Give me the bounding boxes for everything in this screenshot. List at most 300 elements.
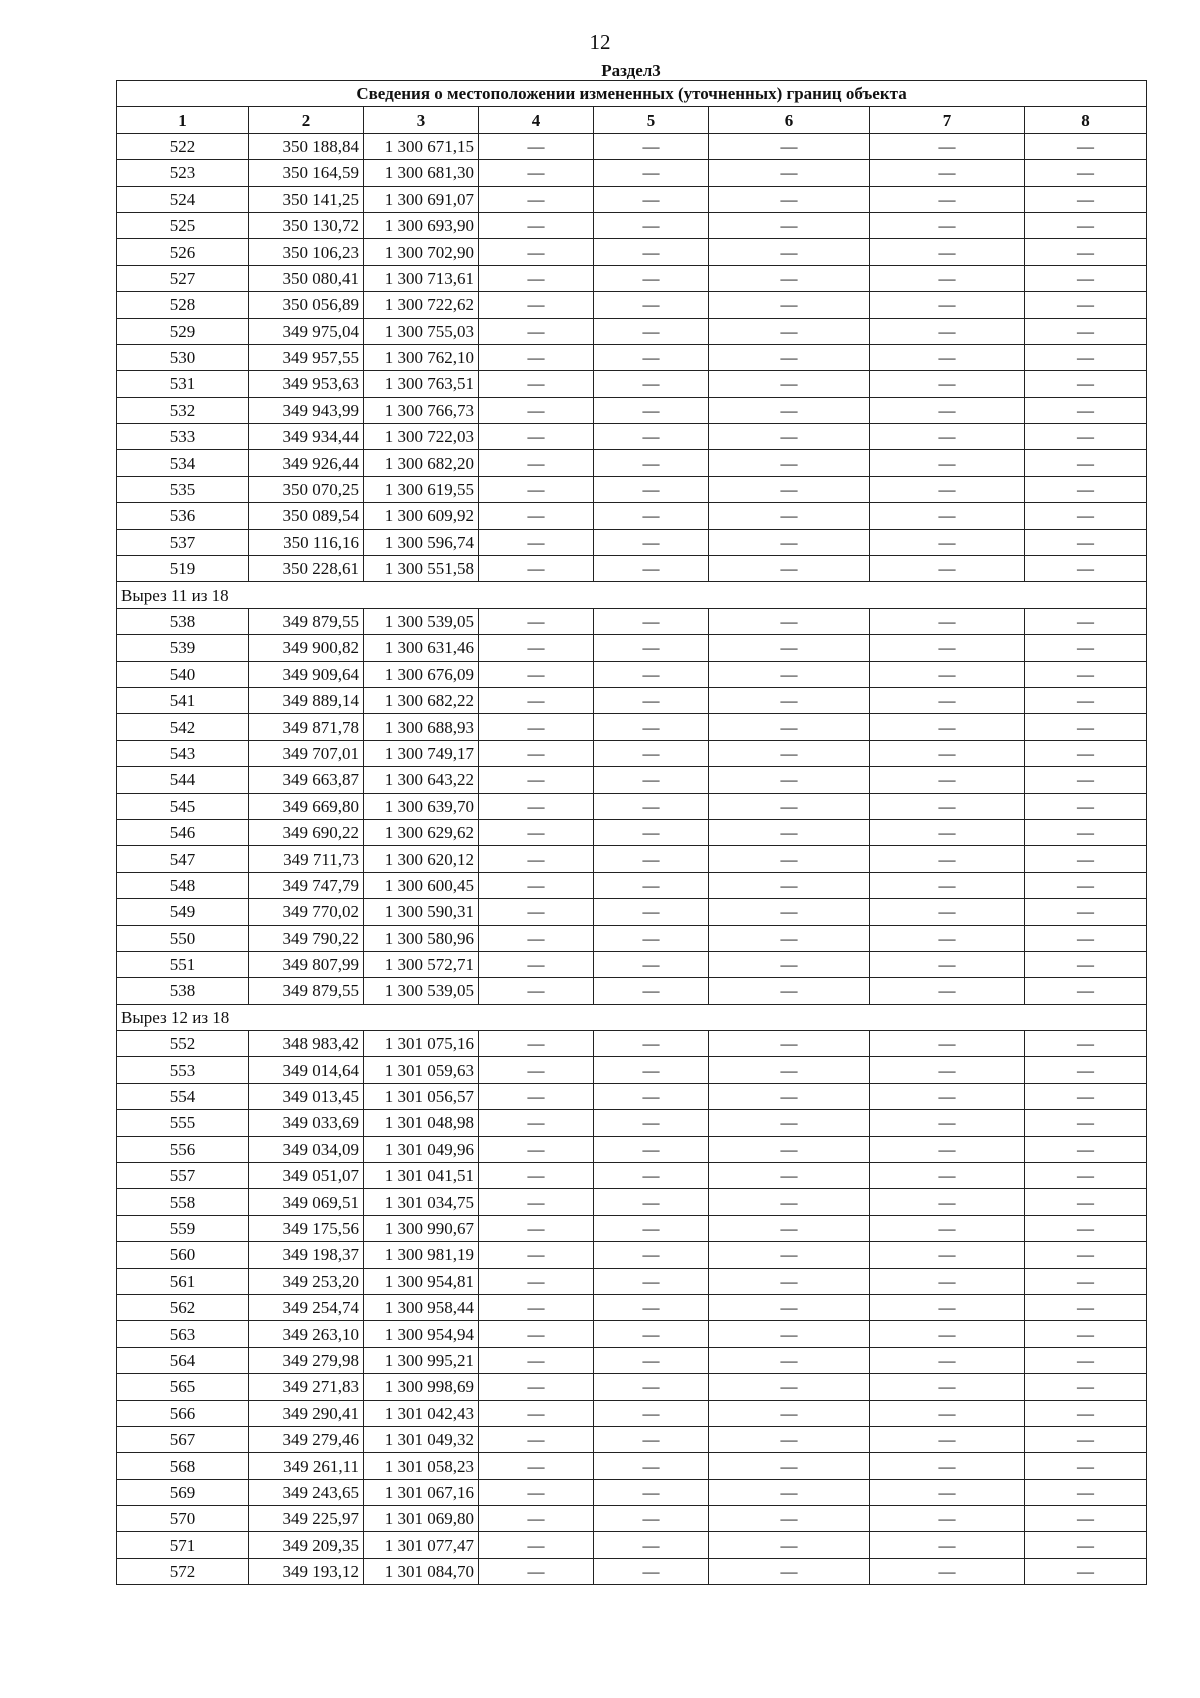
table-row	[117, 1374, 1147, 1400]
point-number-cell: 568	[117, 1453, 249, 1479]
empty-value-dash: —	[1025, 819, 1147, 845]
empty-value-dash: —	[709, 1506, 870, 1532]
empty-value-dash: —	[1025, 661, 1147, 687]
empty-value-dash: —	[709, 1136, 870, 1162]
column-header-row	[117, 107, 1147, 133]
empty-value-dash: —	[709, 160, 870, 186]
y-coordinate-cell: 1 300 629,62	[364, 819, 479, 845]
empty-value-dash: —	[870, 1532, 1025, 1558]
empty-value-dash: —	[594, 265, 709, 291]
table-row	[117, 925, 1147, 951]
empty-value-dash: —	[870, 1506, 1025, 1532]
y-coordinate-cell: 1 300 954,81	[364, 1268, 479, 1294]
empty-value-dash: —	[870, 450, 1025, 476]
empty-value-dash: —	[709, 186, 870, 212]
empty-value-dash: —	[479, 1057, 594, 1083]
table-row	[117, 1110, 1147, 1136]
empty-value-dash: —	[1025, 186, 1147, 212]
y-coordinate-cell: 1 301 077,47	[364, 1532, 479, 1558]
y-coordinate-cell: 1 300 766,73	[364, 397, 479, 423]
empty-value-dash: —	[594, 608, 709, 634]
empty-value-dash: —	[870, 1163, 1025, 1189]
empty-value-dash: —	[479, 212, 594, 238]
empty-value-dash: —	[709, 1242, 870, 1268]
empty-value-dash: —	[1025, 1321, 1147, 1347]
empty-value-dash: —	[1025, 1031, 1147, 1057]
x-coordinate-cell: 349 770,02	[249, 899, 364, 925]
empty-value-dash: —	[594, 1347, 709, 1373]
table-row	[117, 872, 1147, 898]
x-coordinate-cell: 349 957,55	[249, 344, 364, 370]
empty-value-dash: —	[870, 503, 1025, 529]
empty-value-dash: —	[709, 661, 870, 687]
x-coordinate-cell: 349 747,79	[249, 872, 364, 898]
column-header: 5	[594, 107, 709, 133]
empty-value-dash: —	[709, 608, 870, 634]
empty-value-dash: —	[709, 1426, 870, 1452]
empty-value-dash: —	[1025, 292, 1147, 318]
empty-value-dash: —	[479, 476, 594, 502]
empty-value-dash: —	[479, 925, 594, 951]
table-body	[117, 133, 1147, 1584]
empty-value-dash: —	[1025, 1136, 1147, 1162]
x-coordinate-cell: 349 253,20	[249, 1268, 364, 1294]
y-coordinate-cell: 1 301 049,32	[364, 1426, 479, 1452]
y-coordinate-cell: 1 300 596,74	[364, 529, 479, 555]
empty-value-dash: —	[709, 899, 870, 925]
empty-value-dash: —	[870, 529, 1025, 555]
y-coordinate-cell: 1 300 682,22	[364, 687, 479, 713]
empty-value-dash: —	[870, 318, 1025, 344]
empty-value-dash: —	[479, 265, 594, 291]
empty-value-dash: —	[709, 1110, 870, 1136]
table-row	[117, 1426, 1147, 1452]
empty-value-dash: —	[1025, 951, 1147, 977]
empty-value-dash: —	[479, 133, 594, 159]
empty-value-dash: —	[870, 292, 1025, 318]
point-number-cell: 529	[117, 318, 249, 344]
empty-value-dash: —	[479, 608, 594, 634]
empty-value-dash: —	[870, 1374, 1025, 1400]
empty-value-dash: —	[1025, 503, 1147, 529]
empty-value-dash: —	[709, 714, 870, 740]
empty-value-dash: —	[594, 1321, 709, 1347]
point-number-cell: 538	[117, 608, 249, 634]
table-row	[117, 1532, 1147, 1558]
x-coordinate-cell: 349 871,78	[249, 714, 364, 740]
point-number-cell: 566	[117, 1400, 249, 1426]
empty-value-dash: —	[594, 503, 709, 529]
x-coordinate-cell: 350 070,25	[249, 476, 364, 502]
empty-value-dash: —	[870, 186, 1025, 212]
empty-value-dash: —	[479, 1347, 594, 1373]
empty-value-dash: —	[594, 371, 709, 397]
empty-value-dash: —	[594, 1110, 709, 1136]
table-row	[117, 344, 1147, 370]
point-number-cell: 537	[117, 529, 249, 555]
empty-value-dash: —	[1025, 1506, 1147, 1532]
empty-value-dash: —	[709, 740, 870, 766]
table-row	[117, 661, 1147, 687]
empty-value-dash: —	[709, 846, 870, 872]
point-number-cell: 538	[117, 978, 249, 1004]
y-coordinate-cell: 1 300 998,69	[364, 1374, 479, 1400]
empty-value-dash: —	[594, 397, 709, 423]
empty-value-dash: —	[479, 740, 594, 766]
point-number-cell: 523	[117, 160, 249, 186]
column-header: 7	[870, 107, 1025, 133]
empty-value-dash: —	[1025, 872, 1147, 898]
empty-value-dash: —	[709, 239, 870, 265]
empty-value-dash: —	[479, 371, 594, 397]
empty-value-dash: —	[870, 819, 1025, 845]
empty-value-dash: —	[479, 1558, 594, 1584]
empty-value-dash: —	[479, 1400, 594, 1426]
y-coordinate-cell: 1 300 688,93	[364, 714, 479, 740]
empty-value-dash: —	[479, 978, 594, 1004]
empty-value-dash: —	[1025, 1057, 1147, 1083]
empty-value-dash: —	[479, 450, 594, 476]
empty-value-dash: —	[594, 846, 709, 872]
empty-value-dash: —	[709, 212, 870, 238]
empty-value-dash: —	[594, 1400, 709, 1426]
empty-value-dash: —	[709, 687, 870, 713]
point-number-cell: 540	[117, 661, 249, 687]
group-heading: Вырез 11 из 18	[117, 582, 1147, 608]
point-number-cell: 533	[117, 424, 249, 450]
empty-value-dash: —	[709, 265, 870, 291]
empty-value-dash: —	[870, 133, 1025, 159]
empty-value-dash: —	[594, 1294, 709, 1320]
empty-value-dash: —	[709, 1294, 870, 1320]
empty-value-dash: —	[1025, 714, 1147, 740]
x-coordinate-cell: 349 175,56	[249, 1215, 364, 1241]
table-row	[117, 951, 1147, 977]
empty-value-dash: —	[709, 1558, 870, 1584]
empty-value-dash: —	[479, 556, 594, 582]
y-coordinate-cell: 1 300 981,19	[364, 1242, 479, 1268]
table-row	[117, 318, 1147, 344]
empty-value-dash: —	[870, 1083, 1025, 1109]
empty-value-dash: —	[1025, 133, 1147, 159]
empty-value-dash: —	[709, 1163, 870, 1189]
y-coordinate-cell: 1 301 048,98	[364, 1110, 479, 1136]
x-coordinate-cell: 349 271,83	[249, 1374, 364, 1400]
y-coordinate-cell: 1 301 059,63	[364, 1057, 479, 1083]
empty-value-dash: —	[870, 1268, 1025, 1294]
empty-value-dash: —	[1025, 529, 1147, 555]
empty-value-dash: —	[594, 978, 709, 1004]
x-coordinate-cell: 350 089,54	[249, 503, 364, 529]
empty-value-dash: —	[479, 1321, 594, 1347]
table-row	[117, 1294, 1147, 1320]
document-sheet	[116, 62, 1146, 1585]
table-row	[117, 714, 1147, 740]
table-row	[117, 1031, 1147, 1057]
empty-value-dash: —	[1025, 978, 1147, 1004]
empty-value-dash: —	[870, 265, 1025, 291]
table-row	[117, 846, 1147, 872]
empty-value-dash: —	[709, 1374, 870, 1400]
y-coordinate-cell: 1 300 551,58	[364, 556, 479, 582]
x-coordinate-cell: 349 879,55	[249, 978, 364, 1004]
table-row	[117, 265, 1147, 291]
x-coordinate-cell: 349 263,10	[249, 1321, 364, 1347]
empty-value-dash: —	[479, 661, 594, 687]
x-coordinate-cell: 349 790,22	[249, 925, 364, 951]
y-coordinate-cell: 1 300 572,71	[364, 951, 479, 977]
x-coordinate-cell: 349 926,44	[249, 450, 364, 476]
empty-value-dash: —	[1025, 1532, 1147, 1558]
x-coordinate-cell: 350 080,41	[249, 265, 364, 291]
x-coordinate-cell: 349 033,69	[249, 1110, 364, 1136]
empty-value-dash: —	[870, 608, 1025, 634]
empty-value-dash: —	[870, 1479, 1025, 1505]
empty-value-dash: —	[1025, 1347, 1147, 1373]
y-coordinate-cell: 1 301 049,96	[364, 1136, 479, 1162]
point-number-cell: 560	[117, 1242, 249, 1268]
empty-value-dash: —	[870, 872, 1025, 898]
empty-value-dash: —	[709, 503, 870, 529]
table-row	[117, 133, 1147, 159]
empty-value-dash: —	[594, 1031, 709, 1057]
table-row	[117, 1321, 1147, 1347]
empty-value-dash: —	[479, 1532, 594, 1558]
empty-value-dash: —	[594, 529, 709, 555]
point-number-cell: 561	[117, 1268, 249, 1294]
empty-value-dash: —	[870, 978, 1025, 1004]
empty-value-dash: —	[1025, 371, 1147, 397]
y-coordinate-cell: 1 300 691,07	[364, 186, 479, 212]
empty-value-dash: —	[870, 1136, 1025, 1162]
x-coordinate-cell: 349 279,46	[249, 1426, 364, 1452]
empty-value-dash: —	[479, 1426, 594, 1452]
table-row	[117, 1215, 1147, 1241]
empty-value-dash: —	[479, 1136, 594, 1162]
empty-value-dash: —	[479, 1268, 594, 1294]
empty-value-dash: —	[709, 1057, 870, 1083]
empty-value-dash: —	[1025, 556, 1147, 582]
empty-value-dash: —	[1025, 160, 1147, 186]
y-coordinate-cell: 1 300 682,20	[364, 450, 479, 476]
empty-value-dash: —	[1025, 1426, 1147, 1452]
empty-value-dash: —	[479, 186, 594, 212]
x-coordinate-cell: 349 254,74	[249, 1294, 364, 1320]
empty-value-dash: —	[1025, 397, 1147, 423]
x-coordinate-cell: 349 209,35	[249, 1532, 364, 1558]
table-row	[117, 1347, 1147, 1373]
y-coordinate-cell: 1 300 722,62	[364, 292, 479, 318]
empty-value-dash: —	[709, 925, 870, 951]
empty-value-dash: —	[709, 1268, 870, 1294]
empty-value-dash: —	[479, 793, 594, 819]
table-row	[117, 239, 1147, 265]
empty-value-dash: —	[594, 292, 709, 318]
empty-value-dash: —	[1025, 1558, 1147, 1584]
point-number-cell: 544	[117, 767, 249, 793]
empty-value-dash: —	[594, 635, 709, 661]
empty-value-dash: —	[1025, 687, 1147, 713]
point-number-cell: 551	[117, 951, 249, 977]
x-coordinate-cell: 350 106,23	[249, 239, 364, 265]
y-coordinate-cell: 1 300 693,90	[364, 212, 479, 238]
empty-value-dash: —	[1025, 846, 1147, 872]
point-number-cell: 557	[117, 1163, 249, 1189]
table-row	[117, 767, 1147, 793]
x-coordinate-cell: 349 889,14	[249, 687, 364, 713]
y-coordinate-cell: 1 300 631,46	[364, 635, 479, 661]
point-number-cell: 546	[117, 819, 249, 845]
table-row	[117, 1506, 1147, 1532]
y-coordinate-cell: 1 301 034,75	[364, 1189, 479, 1215]
y-coordinate-cell: 1 300 671,15	[364, 133, 479, 159]
x-coordinate-cell: 348 983,42	[249, 1031, 364, 1057]
table-row	[117, 1268, 1147, 1294]
y-coordinate-cell: 1 301 084,70	[364, 1558, 479, 1584]
empty-value-dash: —	[1025, 767, 1147, 793]
table-row	[117, 1558, 1147, 1584]
empty-value-dash: —	[1025, 212, 1147, 238]
point-number-cell: 565	[117, 1374, 249, 1400]
y-coordinate-cell: 1 301 069,80	[364, 1506, 479, 1532]
empty-value-dash: —	[594, 556, 709, 582]
empty-value-dash: —	[870, 925, 1025, 951]
empty-value-dash: —	[709, 371, 870, 397]
empty-value-dash: —	[709, 1321, 870, 1347]
empty-value-dash: —	[479, 1163, 594, 1189]
y-coordinate-cell: 1 300 958,44	[364, 1294, 479, 1320]
empty-value-dash: —	[1025, 424, 1147, 450]
empty-value-dash: —	[594, 344, 709, 370]
coordinates-table	[116, 80, 1147, 1585]
empty-value-dash: —	[870, 1242, 1025, 1268]
x-coordinate-cell: 350 116,16	[249, 529, 364, 555]
point-number-cell: 554	[117, 1083, 249, 1109]
empty-value-dash: —	[870, 1558, 1025, 1584]
point-number-cell: 519	[117, 556, 249, 582]
table-row	[117, 556, 1147, 582]
column-header: 4	[479, 107, 594, 133]
empty-value-dash: —	[479, 1215, 594, 1241]
empty-value-dash: —	[709, 344, 870, 370]
empty-value-dash: —	[594, 1453, 709, 1479]
empty-value-dash: —	[479, 899, 594, 925]
empty-value-dash: —	[709, 1532, 870, 1558]
x-coordinate-cell: 349 013,45	[249, 1083, 364, 1109]
empty-value-dash: —	[594, 1374, 709, 1400]
y-coordinate-cell: 1 300 676,09	[364, 661, 479, 687]
empty-value-dash: —	[479, 1374, 594, 1400]
empty-value-dash: —	[594, 1083, 709, 1109]
table-row	[117, 371, 1147, 397]
point-number-cell: 549	[117, 899, 249, 925]
x-coordinate-cell: 350 164,59	[249, 160, 364, 186]
x-coordinate-cell: 350 228,61	[249, 556, 364, 582]
point-number-cell: 534	[117, 450, 249, 476]
empty-value-dash: —	[594, 1215, 709, 1241]
x-coordinate-cell: 350 056,89	[249, 292, 364, 318]
column-header: 2	[249, 107, 364, 133]
point-number-cell: 553	[117, 1057, 249, 1083]
y-coordinate-cell: 1 300 619,55	[364, 476, 479, 502]
empty-value-dash: —	[594, 1057, 709, 1083]
point-number-cell: 564	[117, 1347, 249, 1373]
point-number-cell: 567	[117, 1426, 249, 1452]
y-coordinate-cell: 1 300 639,70	[364, 793, 479, 819]
empty-value-dash: —	[709, 292, 870, 318]
y-coordinate-cell: 1 300 580,96	[364, 925, 479, 951]
empty-value-dash: —	[479, 318, 594, 344]
empty-value-dash: —	[1025, 1215, 1147, 1241]
empty-value-dash: —	[870, 951, 1025, 977]
table-row	[117, 1083, 1147, 1109]
empty-value-dash: —	[479, 1294, 594, 1320]
empty-value-dash: —	[870, 424, 1025, 450]
x-coordinate-cell: 349 711,73	[249, 846, 364, 872]
empty-value-dash: —	[870, 1031, 1025, 1057]
empty-value-dash: —	[479, 397, 594, 423]
y-coordinate-cell: 1 301 067,16	[364, 1479, 479, 1505]
point-number-cell: 547	[117, 846, 249, 872]
empty-value-dash: —	[709, 1479, 870, 1505]
empty-value-dash: —	[870, 160, 1025, 186]
x-coordinate-cell: 349 243,65	[249, 1479, 364, 1505]
x-coordinate-cell: 349 014,64	[249, 1057, 364, 1083]
empty-value-dash: —	[479, 1110, 594, 1136]
empty-value-dash: —	[870, 212, 1025, 238]
empty-value-dash: —	[594, 160, 709, 186]
empty-value-dash: —	[870, 635, 1025, 661]
x-coordinate-cell: 350 141,25	[249, 186, 364, 212]
table-row	[117, 819, 1147, 845]
point-number-cell: 541	[117, 687, 249, 713]
empty-value-dash: —	[870, 687, 1025, 713]
empty-value-dash: —	[709, 635, 870, 661]
empty-value-dash: —	[1025, 239, 1147, 265]
section-title: Раздел3	[601, 61, 661, 80]
x-coordinate-cell: 349 909,64	[249, 661, 364, 687]
y-coordinate-cell: 1 300 762,10	[364, 344, 479, 370]
empty-value-dash: —	[1025, 476, 1147, 502]
x-coordinate-cell: 349 707,01	[249, 740, 364, 766]
empty-value-dash: —	[479, 872, 594, 898]
empty-value-dash: —	[709, 1083, 870, 1109]
empty-value-dash: —	[709, 529, 870, 555]
table-row	[117, 978, 1147, 1004]
table-row	[117, 608, 1147, 634]
empty-value-dash: —	[709, 767, 870, 793]
point-number-cell: 530	[117, 344, 249, 370]
point-number-cell: 572	[117, 1558, 249, 1584]
column-header: 3	[364, 107, 479, 133]
point-number-cell: 531	[117, 371, 249, 397]
table-row	[117, 292, 1147, 318]
empty-value-dash: —	[870, 239, 1025, 265]
empty-value-dash: —	[479, 1189, 594, 1215]
empty-value-dash: —	[709, 951, 870, 977]
empty-value-dash: —	[870, 1426, 1025, 1452]
x-coordinate-cell: 350 188,84	[249, 133, 364, 159]
empty-value-dash: —	[709, 1215, 870, 1241]
empty-value-dash: —	[594, 872, 709, 898]
y-coordinate-cell: 1 300 590,31	[364, 899, 479, 925]
empty-value-dash: —	[709, 424, 870, 450]
column-header: 6	[709, 107, 870, 133]
empty-value-dash: —	[594, 925, 709, 951]
empty-value-dash: —	[479, 767, 594, 793]
point-number-cell: 569	[117, 1479, 249, 1505]
empty-value-dash: —	[1025, 925, 1147, 951]
